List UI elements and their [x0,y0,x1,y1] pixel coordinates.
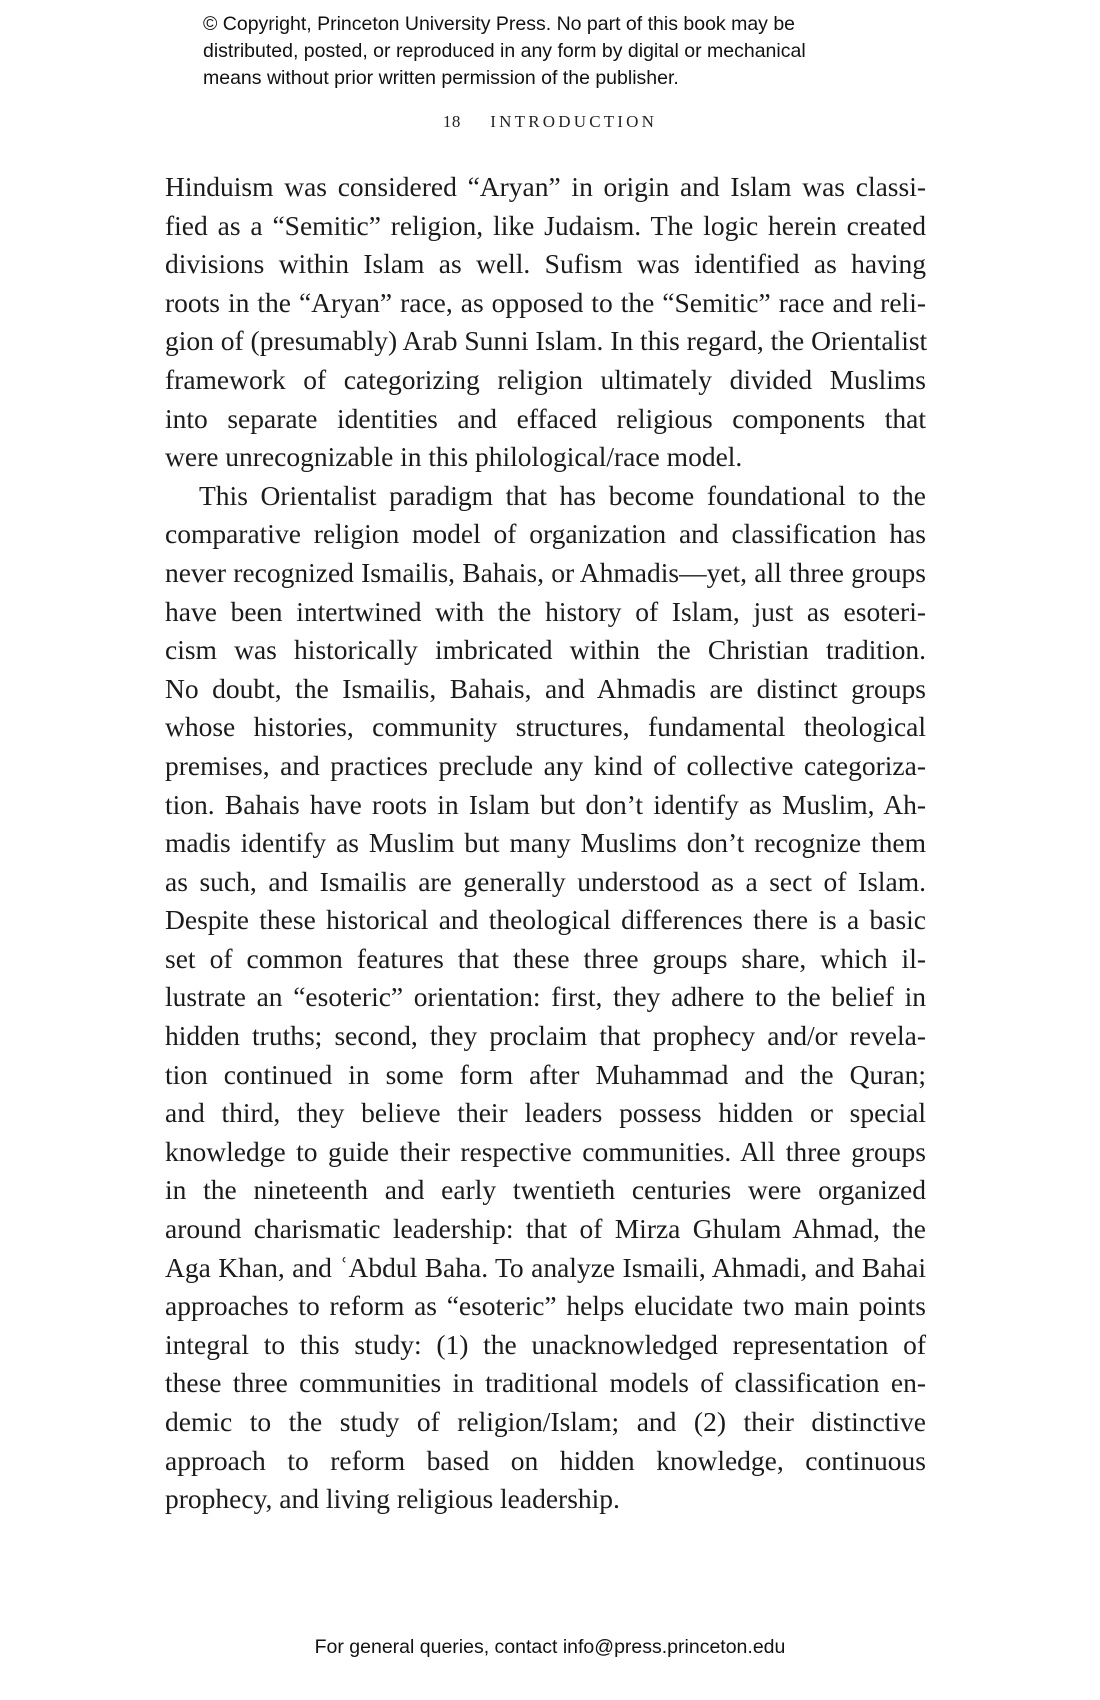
text-line: lustrate an “esoteric” orientation: first, they adhere to the belief in [165,981,926,1013]
text-line: these three communities in traditional models of classification en- [165,1367,926,1399]
text-line: fied as a “Semitic” religion, like Judaism. The logic herein created [165,209,926,241]
text-line: tion continued in some form after Muhammad and the Quran; [165,1058,926,1090]
text-line: No doubt, the Ismailis, Bahais, and Ahmadis are distinct groups [165,672,926,704]
text-line: have been intertwined with the history of Islam, just as esoteri- [165,595,926,627]
copyright-line: means without prior written permission of the publisher. [203,67,679,89]
text-line: framework of categorizing religion ultimately divided Muslims [165,363,926,395]
paragraph-1 [165,168,926,477]
text-line: as such, and Ismailis are generally understood as a sect of Islam. [165,865,926,897]
text-line: approaches to reform as “esoteric” helps elucidate two main points [165,1290,926,1322]
text-line: set of common features that these three groups share, which il- [165,942,926,974]
text-line: demic to the study of religion/Islam; and (2) their distinctive [165,1406,926,1437]
text-line: whose histories, community structures, fundamental theological [165,711,926,743]
page-number: 18 [442,112,461,131]
text-line: divisions within Islam as well. Sufism was identified as having [165,248,926,280]
text-line: and third, they believe their leaders possess hidden or special [165,1097,926,1129]
copyright-line: © Copyright, Princeton University Press. No part of this book may be [203,13,796,35]
text-line: Despite these historical and theological differences there is a basic [165,904,926,936]
text-line: comparative religion model of organization and classification has [165,518,926,550]
text-line: were unrecognizable in this philological/race model. [165,441,743,473]
text-line: integral to this study: (1) the unacknowledged representation of [165,1328,926,1360]
copyright-notice [203,11,963,92]
body-text [165,168,926,1519]
text-line: Hinduism was considered “Aryan” in origin and Islam was classi- [165,171,926,202]
text-line: never recognized Ismailis, Bahais, or Ahmadis—yet, all three groups [165,556,926,588]
text-line: Aga Khan, and ʿAbdul Baha. To analyze Ismaili, Ahmadi, and Bahai [165,1251,926,1283]
text-line: cism was historically imbricated within the Christian tradition. [165,634,926,666]
footer-contact: For general queries, contact info@press.princeton.edu [314,1636,786,1658]
text-line: madis identify as Muslim but many Muslims don’t recognize them [165,827,926,859]
text-line: knowledge to guide their respective communities. All three groups [165,1135,926,1167]
text-line: prophecy, and living religious leadership. [165,1483,620,1515]
chapter-title: INTRODUCTION [490,112,658,131]
text-line: in the nineteenth and early twentieth centuries were organized [165,1174,926,1206]
text-line: tion. Bahais have roots in Islam but don’t identify as Muslim, Ah- [165,788,926,820]
text-line: gion of (presumably) Arab Sunni Islam. In this regard, the Orientalist [165,325,928,357]
text-line: approach to reform based on hidden knowledge, continuous [165,1444,926,1476]
text-line: hidden truths; second, they proclaim that prophecy and/or revela- [165,1020,926,1052]
text-line: around charismatic leadership: that of Mirza Ghulam Ahmad, the [165,1213,926,1245]
running-head [0,112,1100,132]
copyright-line: distributed, posted, or reproduced in any form by digital or mechanical [203,40,806,62]
paragraph-2 [165,477,926,1519]
text-line: roots in the “Aryan” race, as opposed to the “Semitic” race and reli- [165,286,926,318]
text-line: into separate identities and effaced religious components that [165,402,926,434]
text-line: premises, and practices preclude any kind of collective categoriza- [165,749,926,781]
text-line: This Orientalist paradigm that has become foundational to the [199,479,926,511]
